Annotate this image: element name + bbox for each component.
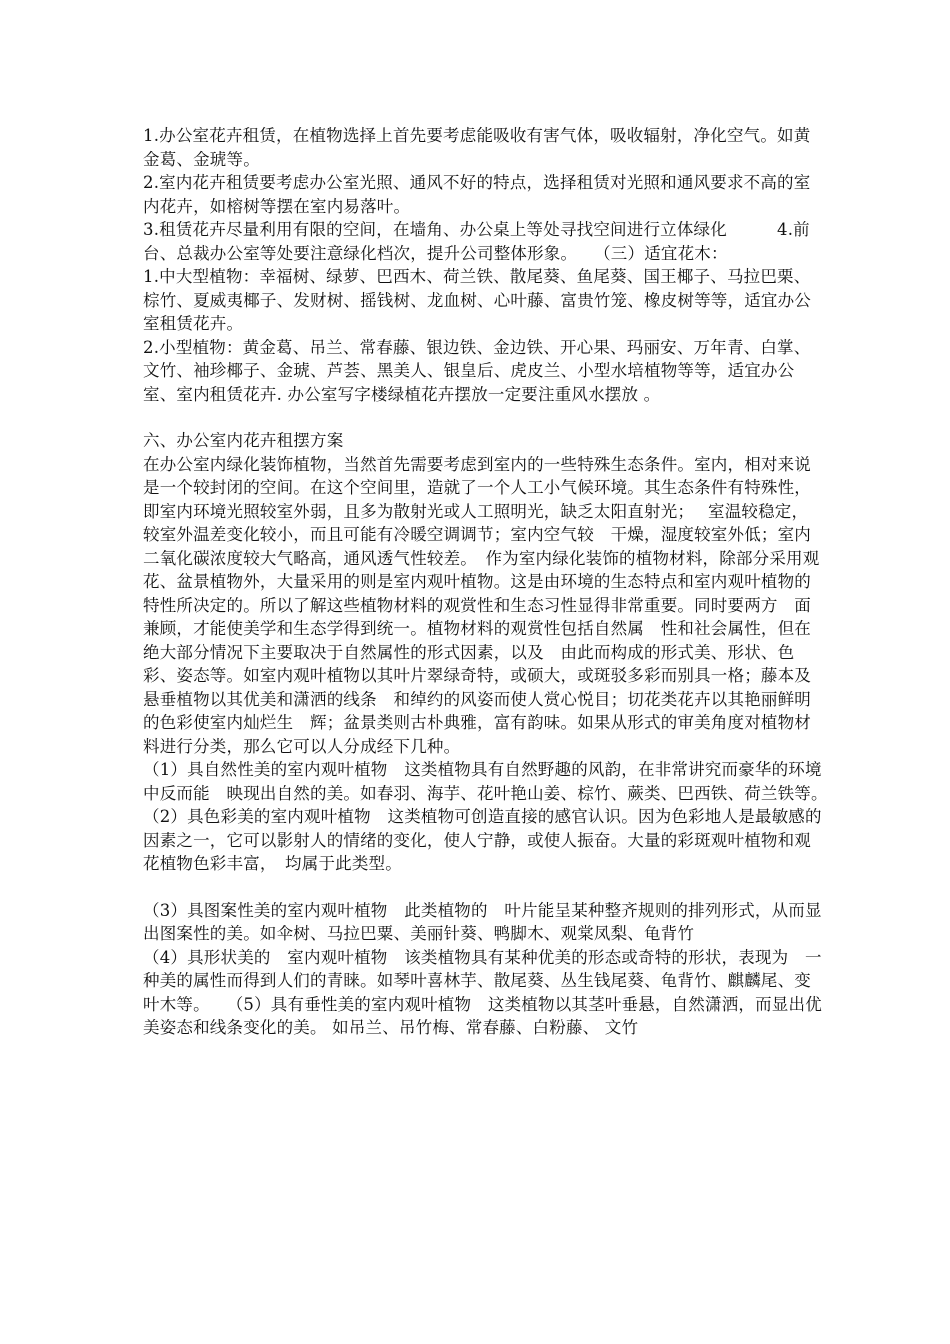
plants-small: 2.小型植物：黄金葛、吊兰、常春藤、银边铁、金边铁、开心果、玛丽安、万年青、白掌、文竹、袖珍椰子、金琥、芦荟、黑美人、银皇后、虎皮兰、小型水培植物等等，适宜办公室、室内租赁花卉. 办公室写字楼绿植花卉摆放一定要注重风水摆放 。: [143, 337, 811, 404]
section-paragraph-3: （3）具图案性美的室内观叶植物 此类植物的 叶片能呈某种整齐规则的排列形式，从而显出图案性的美。如伞树、马拉巴粟、美丽针葵、鸭脚木、观棠凤梨、龟背竹: [143, 900, 822, 943]
rent-item-3-4: 3.租赁花卉尽量利用有限的空间，在墙角、办公桌上等处寻找空间进行立体绿化 4.前台、总裁办公室等处要注意绿化档次，提升公司整体形象。 （三）适宜花木：: [143, 220, 810, 263]
section-paragraph-1: 在办公室内绿化装饰植物，当然首先需要考虑到室内的一些特殊生态条件。室内，相对来说是一个较封闭的空间。在这个空间里，造就了一个人工小气候环境。其生态条件有特殊性，即室内环境光照较室外弱，且多为散射光或人工照明光，缺乏太阳直射光； 室温较稳定，较室外温差变化较小，而且可能有冷暖空调调节；室内空气较 干燥，湿度较室外低；室内二氧化碳浓度较大气略高，通风透气性较差。 作为室内绿化装饰的植物材料，除部分采用观花、盆景植物外，大量采用的则是室内观叶植物。这是由环境的生态特点和室内观叶植物的特性所决定的。所以了解这些植物材料的观赏性和生态习性显得非常重要。同时要两方 面兼顾，才能使美学和生态学得到统一。植物材料的观赏性包括自然属 性和社会属性，但在绝大部分情况下主要取决于自然属性的形式因素，以及 由此而构成的形式美、形状、色彩、姿态等。如室内观叶植物以其叶片翠绿奇特，或硕大，或斑驳多彩而别具一格；藤本及悬垂植物以其优美和潇洒的线条 和绰约的风姿而使人赏心悦目；切花类花卉以其艳丽鲜明的色彩使室内灿烂生 辉；盆景类则古朴典雅，富有韵味。如果从形式的审美角度对植物材料进行分类，那么它可以人分成经下几种。: [143, 454, 820, 756]
section-paragraph-2: （1）具自然性美的室内观叶植物 这类植物具有自然野趣的风韵，在非常讲究而豪华的环境中反而能 映现出自然的美。如春羽、海芋、花叶艳山姜、棕竹、蕨类、巴西铁、荷兰铁等。 （2）具色彩美的室内观叶植物 这类植物可创造直接的感官认识。因为色彩地人是最敏感的因素之一，它可以影射人的情绪的变化，使人宁静，或使人振奋。大量的彩斑观叶植物和观花植物色彩丰富， 均属于此类型。: [143, 760, 853, 873]
rent-item-2: 2.室内花卉租赁要考虑办公室光照、通风不好的特点，选择租赁对光照和通风要求不高的室内花卉，如榕树等摆在室内易落叶。: [143, 173, 811, 216]
document-page: [143, 124, 853, 1040]
rent-item-1: 1.办公室花卉租赁，在植物选择上首先要考虑能吸收有害气体，吸收辐射，净化空气。如黄金葛、金琥等。: [143, 126, 811, 169]
plants-large: 1.中大型植物：幸福树、绿萝、巴西木、荷兰铁、散尾葵、鱼尾葵、国王椰子、马拉巴栗、棕竹、夏威夷椰子、发财树、摇钱树、龙血树、心叶藤、富贵竹笼、橡皮树等等，适宜办公室租赁花卉。: [143, 267, 811, 333]
section-paragraph-4: （4）具形状美的 室内观叶植物 该类植物具有某种优美的形态或奇特的形状，表现为 一种美的属性而得到人们的青睐。如琴叶喜林芋、散尾葵、丛生钱尾葵、龟背竹、麒麟尾、变叶木等。 （5）具有垂性美的室内观叶植物 这类植物以其茎叶垂悬，自然潇洒，而显出优美姿态和线条变化的美。 如吊兰、吊竹梅、常春藤、白粉藤、 文竹: [143, 947, 822, 1037]
section-spacer: [143, 406, 823, 429]
paragraph-spacer: [143, 876, 823, 899]
section-heading: 六、办公室内花卉租摆方案: [143, 431, 344, 450]
